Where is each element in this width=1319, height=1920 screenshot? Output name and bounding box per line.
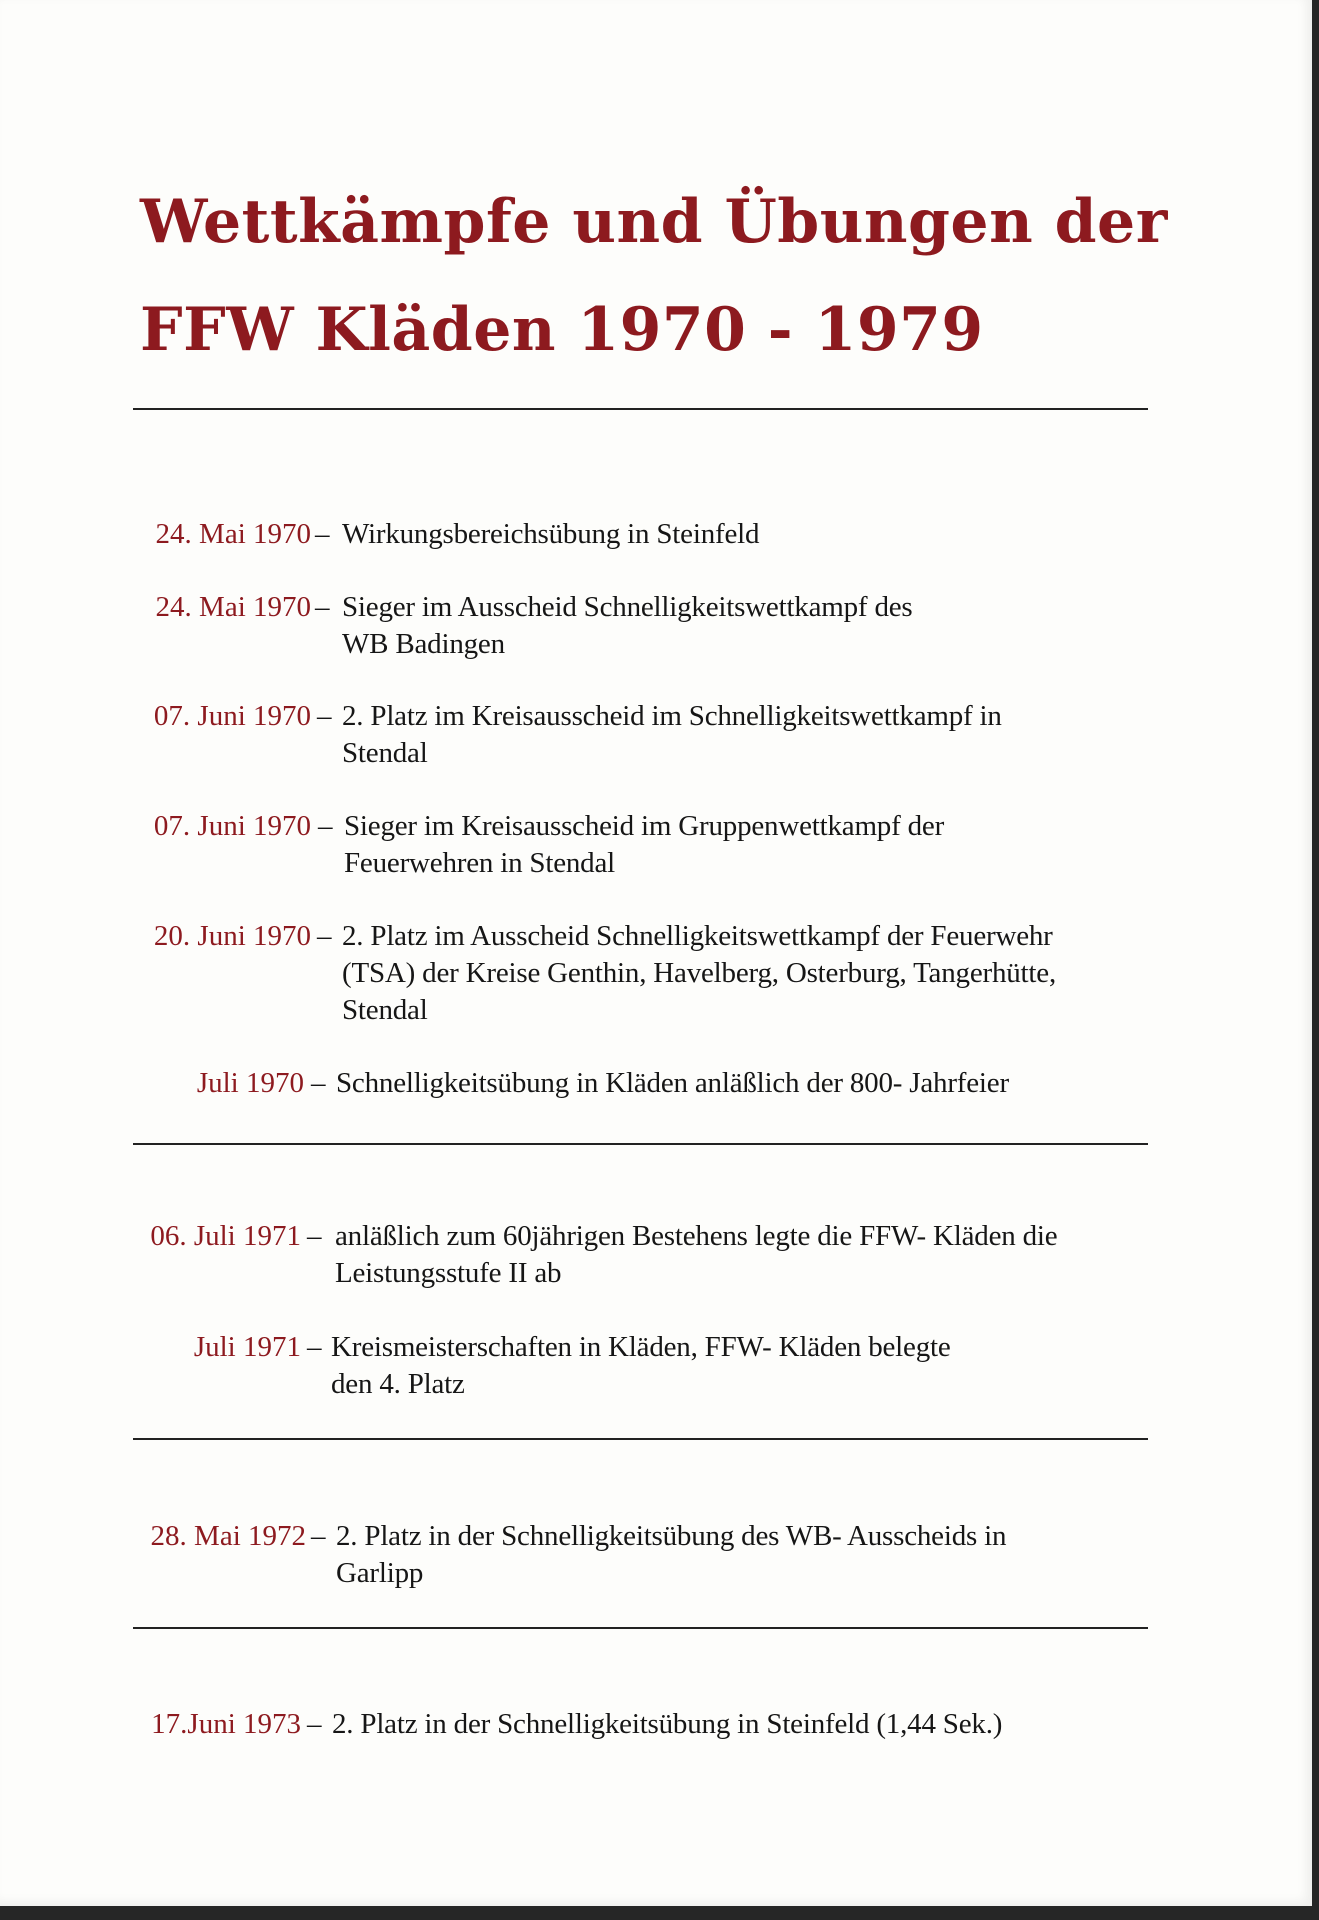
- entry-text: 2. Platz im Ausscheid Schnelligkeitswettkampf der Feuerwehr (TSA) der Kreise Genthin, Havelberg, Osterburg, Tangerhütte, Stendal: [342, 920, 1056, 1026]
- entry-text: 2. Platz in der Schnelligkeitsübung in Steinfeld (1,44 Sek.): [332, 1708, 1003, 1740]
- divider: [133, 1438, 1148, 1440]
- entry-date: 07. Juni 1970: [153, 700, 311, 732]
- entry-date: 28. Mai 1972: [150, 1520, 306, 1552]
- entry-text: anläßlich zum 60jährigen Bestehens legte die FFW- Kläden die Leistungsstufe II ab: [335, 1220, 1058, 1289]
- entry-dash: –: [317, 700, 332, 732]
- entry-dash: –: [315, 518, 330, 550]
- entry-text: Sieger im Kreisausscheid im Gruppenwettkampf der Feuerwehren in Stendal: [344, 810, 945, 879]
- entry-dash: –: [307, 1331, 322, 1363]
- entry-date: 07. Juni 1970: [153, 810, 311, 842]
- page-title: [140, 168, 1168, 384]
- entry-text: Wirkungsbereichsübung in Steinfeld: [342, 518, 760, 550]
- divider: [133, 1627, 1148, 1629]
- entry-date: 24. Mai 1970: [155, 518, 311, 550]
- entry-date: Juli 1970: [196, 1067, 304, 1099]
- page-edge-shadow: [1312, 0, 1319, 1920]
- entry-date: 17.Juni 1973: [151, 1708, 301, 1740]
- divider: [133, 1143, 1148, 1145]
- entry-date: 24. Mai 1970: [155, 591, 311, 623]
- title-line-2: FFW Kläden 1970 - 1979: [140, 295, 984, 365]
- entry-date: Juli 1971: [193, 1331, 301, 1363]
- entry-dash: –: [318, 810, 333, 842]
- entry-date: 20. Juni 1970: [153, 920, 311, 952]
- entry-dash: –: [311, 1520, 326, 1552]
- entry-text: Kreismeisterschaften in Kläden, FFW- Kläden belegte den 4. Platz: [331, 1331, 951, 1400]
- entry-dash: –: [311, 1067, 326, 1099]
- entry-text: 2. Platz im Kreisausscheid im Schnelligkeitswettkampf in Stendal: [342, 700, 1002, 769]
- entry-text: Schnelligkeitsübung in Kläden anläßlich der 800- Jahrfeier: [336, 1067, 1009, 1099]
- entry-text: 2. Platz in der Schnelligkeitsübung des WB- Ausscheids in Garlipp: [336, 1520, 1007, 1589]
- entry-dash: –: [307, 1708, 322, 1740]
- entry-dash: –: [317, 920, 332, 952]
- entry-dash: –: [307, 1220, 322, 1252]
- entry-date: 06. Juli 1971: [150, 1220, 301, 1252]
- page-edge-shadow: [0, 1906, 1319, 1920]
- divider: [133, 408, 1148, 410]
- title-line-1: Wettkämpfe und Übungen der: [140, 187, 1168, 257]
- entry-dash: –: [315, 591, 330, 623]
- entry-text: Sieger im Ausscheid Schnelligkeitswettkampf des WB Badingen: [342, 591, 913, 660]
